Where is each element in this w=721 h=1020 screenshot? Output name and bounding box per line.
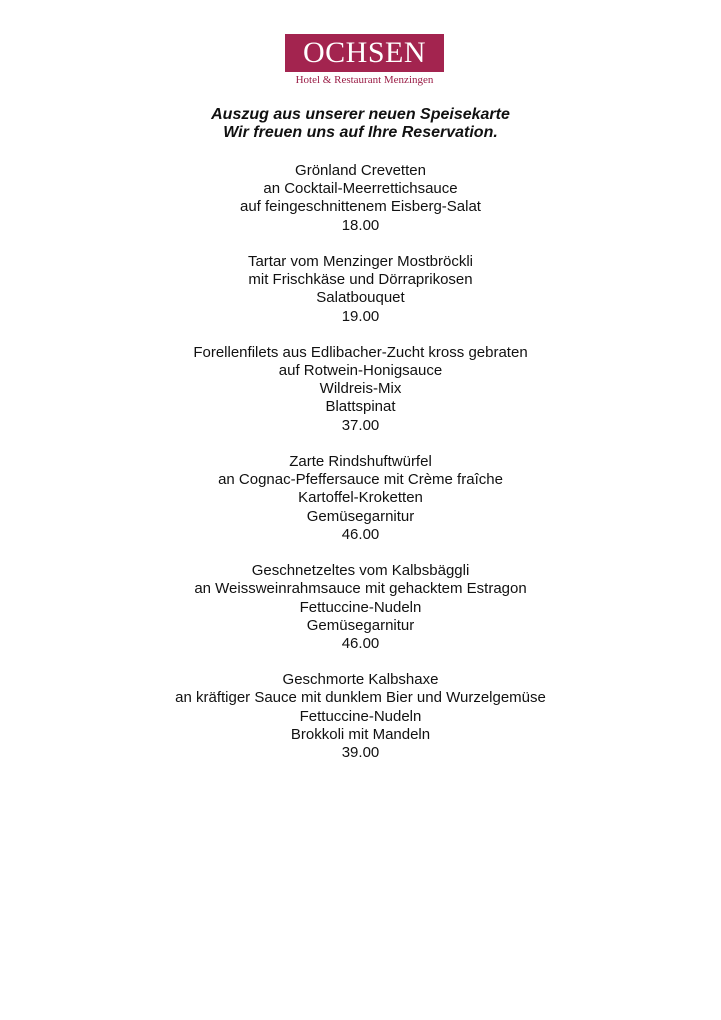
menu-item <box>0 453 721 544</box>
dish-detail: an kräftiger Sauce mit dunklem Bier und Wurzelgemüse <box>175 689 546 707</box>
dish-detail: Brokkoli mit Mandeln <box>290 725 431 743</box>
dish-price: 19.00 <box>341 307 380 325</box>
dish-detail: mit Frischkäse und Dörraprikosen <box>248 271 473 289</box>
dish-price: 46.00 <box>341 525 380 543</box>
dish-detail: Fettuccine-Nudeln <box>299 707 422 725</box>
dish-title: Tartar vom Menzinger Mostbröckli <box>247 252 474 270</box>
dish-title: Geschnetzeltes vom Kalbsbäggli <box>251 562 470 580</box>
dish-price: 46.00 <box>341 634 380 652</box>
dish-title: Grönland Crevetten <box>295 162 426 179</box>
menu-item <box>0 344 721 435</box>
dish-detail: Wildreis-Mix <box>319 380 402 398</box>
dish-price: 37.00 <box>341 416 380 434</box>
logo <box>285 34 444 86</box>
dish-detail: Kartoffel-Kroketten <box>298 489 423 507</box>
dish-detail: Salatbouquet <box>316 289 405 307</box>
dish-detail: an Weissweinrahmsauce mit gehacktem Estragon <box>194 580 527 598</box>
dish-detail: an Cocktail-Meerrettichsauce <box>263 180 458 198</box>
menu-item <box>0 671 721 762</box>
intro-text <box>0 106 721 142</box>
dish-detail: Gemüsegarnitur <box>306 507 415 525</box>
menu-item <box>0 253 721 326</box>
dish-price: 39.00 <box>341 744 380 761</box>
dish-detail: Gemüsegarnitur <box>306 616 415 634</box>
dish-detail: auf feingeschnittenem Eisberg-Salat <box>240 198 481 216</box>
intro-line-1: Auszug aus unserer neuen Speisekarte <box>211 106 510 123</box>
logo-wordmark: OCHSEN <box>285 34 444 72</box>
dish-detail: Blattspinat <box>325 398 396 416</box>
intro-line-2: Wir freuen uns auf Ihre Reservation. <box>223 124 498 141</box>
dish-detail: auf Rotwein-Honigsauce <box>278 362 443 380</box>
dish-title: Forellenfilets aus Edlibacher-Zucht kross gebraten <box>193 343 528 361</box>
dish-title: Zarte Rindshuftwürfel <box>289 453 432 470</box>
dish-title: Geschmorte Kalbshaxe <box>282 671 439 689</box>
dish-detail: Fettuccine-Nudeln <box>299 598 422 616</box>
dish-detail: an Cognac-Pfeffersauce mit Crème fraîche <box>218 471 503 489</box>
menu-item <box>0 162 721 235</box>
menu-item <box>0 562 721 653</box>
menu-list <box>0 162 721 780</box>
dish-price: 18.00 <box>341 216 380 234</box>
logo-subtitle: Hotel & Restaurant Menzingen <box>295 74 434 86</box>
